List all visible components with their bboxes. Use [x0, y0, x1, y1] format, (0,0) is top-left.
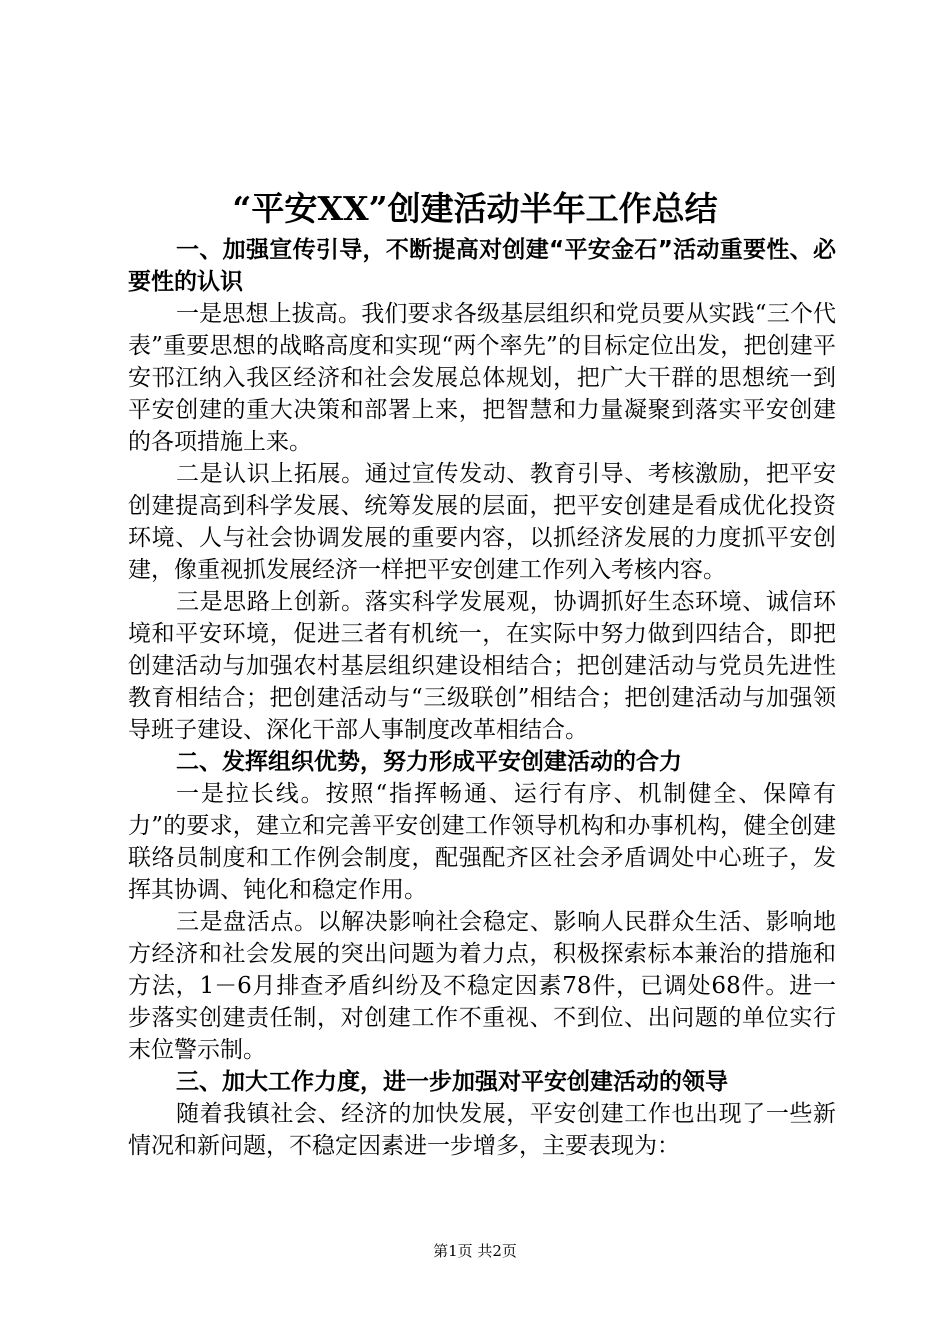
section-heading-1: 一、加强宣传引导，不断提高对创建“平安金石”活动重要性、必要性的认识 [128, 237, 836, 295]
document-body [128, 234, 836, 1162]
page-footer: 第1页 共2页 [433, 1242, 517, 1260]
paragraph-5: 三是盘活点。以解决影响社会稳定、影响人民群众生活、影响地方经济和社会发展的突出问题为着力点，积极探索标本兼治的措施和方法，1－6月排查矛盾纠纷及不稳定因素78件，已调处68件。进一步落实创建责任制，对创建工作不重视、不到位、出问题的单位实行末位警示制。 [128, 909, 836, 1063]
document-title: “平安XX”创建活动半年工作总结 [232, 189, 718, 228]
section-heading-2: 二、发挥组织优势，努力形成平安创建活动的合力 [176, 749, 682, 775]
section-heading-3: 三、加大工作力度，进一步加强对平安创建活动的领导 [176, 1069, 728, 1095]
paragraph-3: 三是思路上创新。落实科学发展观，协调抓好生态环境、诚信环境和平安环境，促进三者有机统一，在实际中努力做到四结合，即把创建活动与加强农村基层组织建设相结合；把创建活动与党员先进性教育相结合；把创建活动与“三级联创”相结合；把创建活动与加强领导班子建设、深化干部人事制度改革相结合。 [128, 589, 836, 743]
paragraph-6: 随着我镇社会、经济的加快发展，平安创建工作也出现了一些新情况和新问题，不稳定因素进一步增多，主要表现为： [128, 1101, 836, 1159]
paragraph-1: 一是思想上拔高。我们要求各级基层组织和党员要从实践“三个代表”重要思想的战略高度和实现“两个率先”的目标定位出发，把创建平安邗江纳入我区经济和社会发展总体规划，把广大干群的思想统一到平安创建的重大决策和部署上来，把智慧和力量凝聚到落实平安创建的各项措施上来。 [128, 301, 836, 455]
paragraph-4: 一是拉长线。按照“指挥畅通、运行有序、机制健全、保障有力”的要求，建立和完善平安创建工作领导机构和办事机构，健全创建联络员制度和工作例会制度，配强配齐区社会矛盾调处中心班子，发挥其协调、钝化和稳定作用。 [128, 781, 836, 903]
paragraph-2: 二是认识上拓展。通过宣传发动、教育引导、考核激励，把平安创建提高到科学发展、统筹发展的层面，把平安创建是看成优化投资环境、人与社会协调发展的重要内容，以抓经济发展的力度抓平安创建，像重视抓发展经济一样把平安创建工作列入考核内容。 [128, 461, 836, 583]
